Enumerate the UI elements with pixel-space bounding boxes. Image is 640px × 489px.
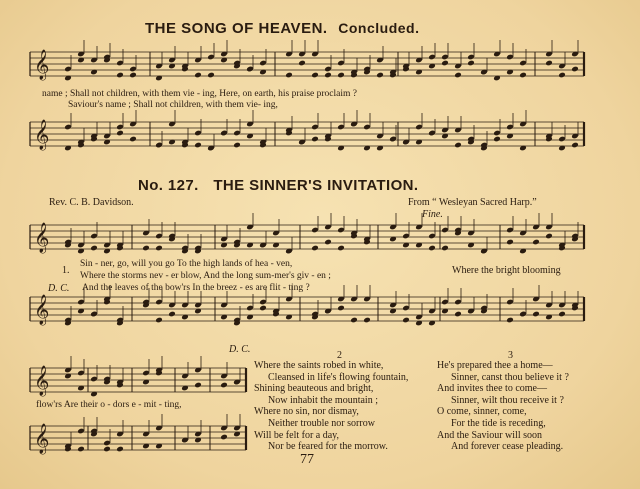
lyric-line: Where the storms nev - er blow, And the long sum-mer's giv - en ; — [80, 271, 331, 281]
verse-2-text — [254, 360, 408, 453]
verse-line: For the tide is receding, — [451, 417, 546, 429]
song-subtitle: Concluded. — [338, 20, 420, 36]
verse-line: And invites thee to come— — [437, 383, 547, 395]
dc-marking: D. C. — [229, 344, 251, 355]
lyric-line: name ; Shall not children, with them vie - ing, Here, on earth, his praise proclaim ? — [42, 89, 357, 99]
hymn-source: From “ Wesleyan Sacred Harp.” — [408, 197, 537, 208]
dc-marking: D. C. — [48, 283, 70, 294]
svg-text:𝄞: 𝄞 — [34, 120, 50, 150]
verse-3-text — [437, 360, 569, 453]
lyric-line: Saviour's name ; Shall not children, with them vie- ing, — [68, 100, 278, 110]
verse-line: Neither trouble nor sorrow — [268, 417, 375, 429]
verse-line: Now inhabit the mountain ; — [268, 394, 378, 406]
hymn-number: No. 127. — [138, 177, 199, 194]
verse-line: He's prepared thee a home— — [437, 360, 553, 371]
hymn-author: Rev. C. B. Davidson. — [49, 197, 134, 208]
verse-line: Cleansed in life's flowing fountain, — [268, 371, 409, 383]
song-title: THE SONG OF HEAVEN. — [145, 20, 328, 37]
fine-marking: Fine. — [422, 209, 443, 220]
lyric-line: flow'rs Are their o - dors e - mit - ting, — [36, 400, 182, 410]
hymn-heading — [138, 177, 418, 194]
hymn-title: THE SINNER'S INVITATION. — [213, 177, 419, 194]
verse-line: O come, sinner, come, — [437, 406, 527, 418]
verse-line: Shining beauteous and bright, — [254, 383, 374, 395]
verse-line: Where the saints robed in white, — [254, 360, 384, 371]
verse-number: 1. — [62, 265, 70, 276]
verse-number: 2 — [337, 350, 342, 361]
verse-line: Nor be feared for the morrow. — [268, 441, 388, 453]
svg-text:𝄞: 𝄞 — [34, 223, 50, 253]
verse-line: Will be felt for a day, — [254, 429, 340, 441]
verse-line: And the Saviour will soon — [437, 429, 542, 441]
lyric-line: Sin - ner, go, will you go To the high lands of hea - ven, — [80, 259, 293, 269]
page-number: 77 — [300, 452, 314, 467]
verse-line: Where no sin, nor dismay, — [254, 406, 359, 418]
svg-text:𝄞: 𝄞 — [34, 295, 50, 325]
verse-line: Sinner, canst thou believe it ? — [451, 371, 569, 383]
svg-text:𝄞: 𝄞 — [34, 366, 50, 396]
lyric-line: And the leaves of the bow'rs In the breez - es are flit - ting ? — [82, 283, 310, 293]
svg-text:𝄞: 𝄞 — [34, 424, 50, 454]
verse-number: 3 — [508, 350, 513, 361]
lyric-line: Where the bright blooming — [452, 265, 561, 276]
page-title — [145, 20, 419, 37]
verse-line: Sinner, wilt thou receive it ? — [451, 394, 564, 406]
verse-line: And forever cease pleading. — [451, 441, 564, 453]
svg-text:𝄞: 𝄞 — [34, 50, 50, 80]
